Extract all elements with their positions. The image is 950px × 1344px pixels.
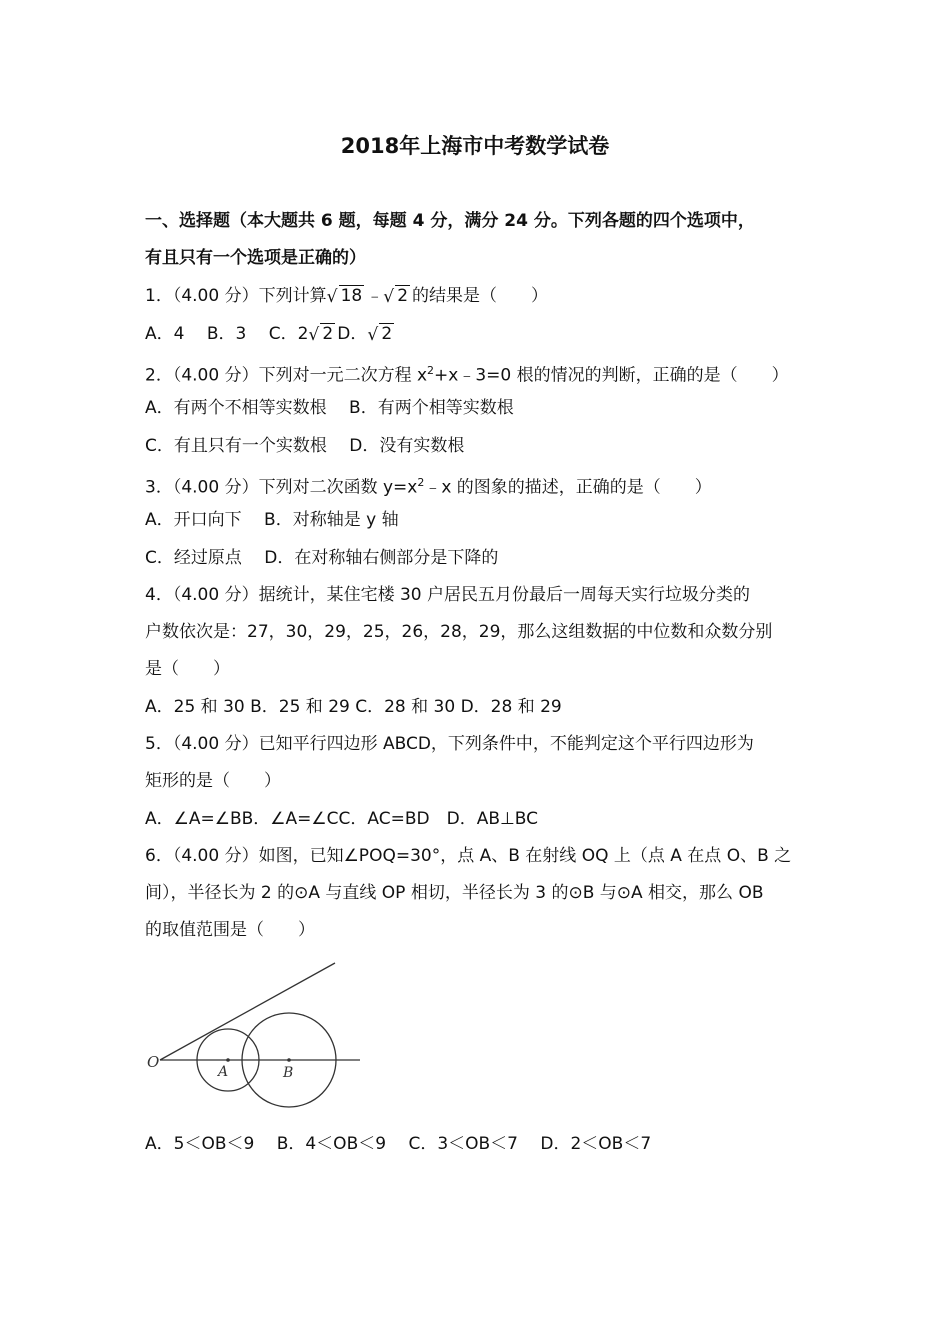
question-1-options: A．4 B．3 C．2 √ 2 D． √ 2 — [145, 324, 393, 345]
question-5-options: A．∠A=∠BB．∠A=∠CC．AC=BD D．AB⊥BC — [145, 809, 539, 829]
page-title: 2018年上海市中考数学试卷 — [340, 134, 610, 158]
ray-op — [160, 963, 335, 1060]
section-heading-line-2: 有且只有一个选项是正确的） — [145, 248, 366, 268]
question-6-figure — [140, 955, 370, 1115]
sqrt-18: √ 18 — [326, 286, 363, 307]
question-1: 1．（4.00 分）下列计算 √ 18 ﹣ √ 2 的结果是（ ） — [145, 286, 549, 307]
label-o: O — [147, 1053, 160, 1071]
question-1-suffix: 的结果是（ ） — [412, 286, 549, 306]
section-heading-line-1: 一、选择题（本大题共 6 题，每题 4 分，满分 24 分。下列各题的四个选项中， — [145, 211, 755, 231]
question-3-options-line-2: C．经过原点 D．在对称轴右侧部分是下降的 — [145, 548, 499, 568]
sqrt-2: √ 2 — [383, 286, 409, 307]
question-6-line-2: 间），半径长为 2 的⊙A 与直线 OP 相切，半径长为 3 的⊙B 与⊙A 相交，那么 OB — [145, 883, 764, 903]
question-4-options: A．25 和 30 B．25 和 29 C．28 和 30 D．28 和 29 — [145, 697, 562, 717]
question-4-line-2: 户数依次是：27，30，29，25，26，28，29，那么这组数据的中位数和众数分别 — [145, 622, 773, 642]
question-6-line-1: 6．（4.00 分）如图，已知∠POQ=30°，点 A、B 在射线 OQ 上（点 A 在点 O、B 之 — [145, 846, 792, 866]
label-a: A — [218, 1064, 229, 1080]
question-2: 2．（4.00 分）下列对一元二次方程 $x^2+x﹣3=0$ 根的情况的判断，正确的是（ ） — [145, 364, 789, 386]
point-a — [226, 1058, 230, 1062]
point-b — [287, 1058, 291, 1062]
question-1-prefix: 1．（4.00 分）下列计算 — [145, 286, 327, 306]
question-5-line-2: 矩形的是（ ） — [145, 771, 281, 791]
question-5-line-1: 5．（4.00 分）已知平行四边形 ABCD，下列条件中，不能判定这个平行四边形为 — [145, 734, 754, 754]
question-2-options-line-1: A．有两个不相等实数根 B．有两个相等实数根 — [145, 398, 514, 418]
question-6-options: A．5＜OB＜9 B．4＜OB＜9 C．3＜OB＜7 D．2＜OB＜7 — [145, 1134, 652, 1154]
option-d-sqrt: √ 2 — [367, 324, 393, 345]
label-b: B — [283, 1065, 294, 1081]
question-3-options-line-1: A．开口向下 B．对称轴是 y 轴 — [145, 510, 399, 530]
question-4-line-3: 是（ ） — [145, 659, 230, 679]
question-6-line-3: 的取值范围是（ ） — [145, 920, 315, 940]
question-4-line-1: 4．（4.00 分）据统计，某住宅楼 30 户居民五月份最后一周每天实行垃圾分类的 — [145, 585, 751, 605]
option-c-sqrt: √ 2 — [308, 324, 334, 345]
question-2-options-line-2: C．有且只有一个实数根 D．没有实数根 — [145, 436, 465, 456]
question-3: 3．（4.00 分）下列对二次函数 $y=x^2﹣x$ 的图象的描述，正确的是（ ） — [145, 476, 712, 498]
